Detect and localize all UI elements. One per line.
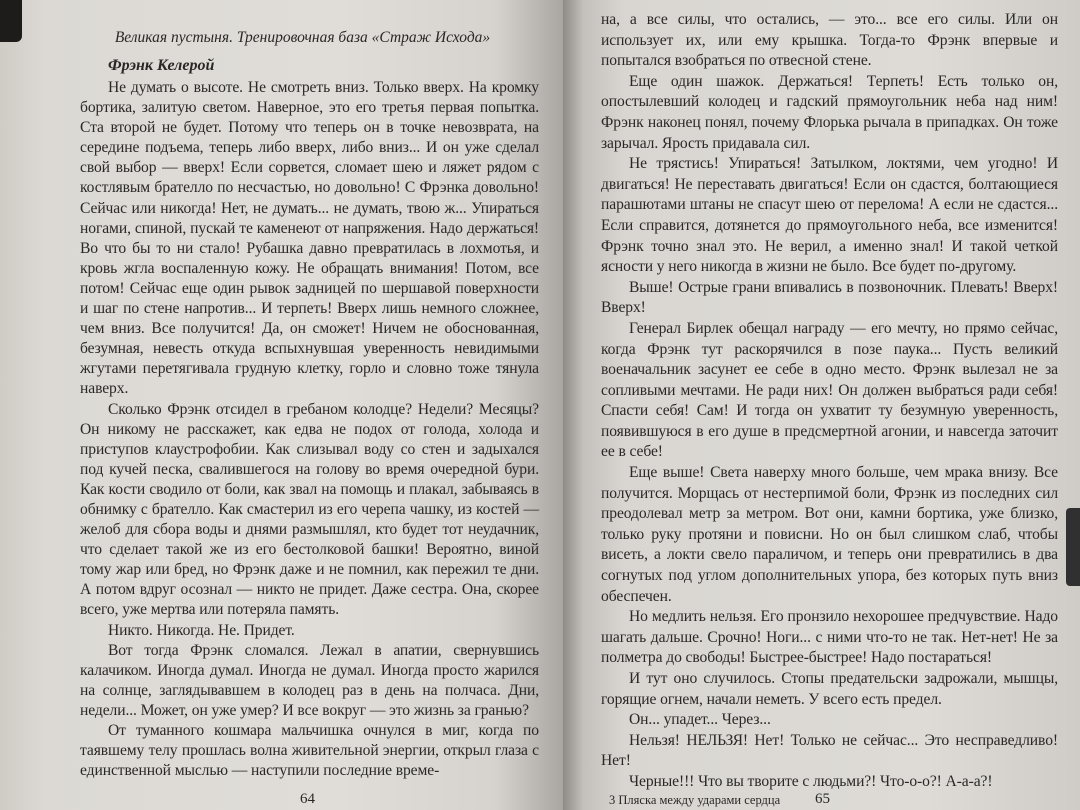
book-edge-shadow bbox=[1066, 508, 1080, 586]
paragraph: Нельзя! НЕЛЬЗЯ! Нет! Только не сейчас... Это несправедливо! Нет! bbox=[601, 731, 1058, 770]
book-tab-edge bbox=[0, 0, 22, 42]
paragraph: Генерал Бирлек обещал награду — его мечту, но прямо сейчас, когда Фрэнк тут раскорячился в позе паука... Пусть великий военачальник засунет ее себе в одно место. Фрэнк вылезал не за сопливыми мечтами. Не ради них! Он должен выбраться ради себя! Спасти себя! Сам! И тогда он ухватит ту безумную уверенность, появившуюся в его душе в предсмертной агонии, и навсегда заточит ее в себе! bbox=[601, 319, 1058, 461]
paragraph: Но медлить нельзя. Его пронзило нехорошее предчувствие. Надо шагать дальше. Срочно! Ноги... с ними что-то не так. Нет-нет! Не за полметра до свободы! Быстрее-быстрее! Надо постараться! bbox=[601, 608, 1058, 667]
paragraph: Еще один шажок. Держаться! Терпеть! Есть только он, опостылевший колодец и гадский прямоугольник неба над ним! Фрэнк наконец понял, почему Флорька рычала в припадках. Он тоже зарычал. Ярость придавала сил. bbox=[601, 72, 1058, 152]
paragraph: Он... упадет... Через... bbox=[629, 711, 771, 729]
running-footer: 3 Пляска между ударами сердца bbox=[609, 793, 781, 807]
paragraph: Не трястись! Упираться! Затылком, локтями, чем угодно! И двигаться! Не переставать двигаться! Если он сдастся, болтающиеся парашютами штаны не спасут шею от перелома! А если не сдастся... Если справится, дотянется до прямоугольного неба, все изменится! Фрэнк точно знал это. Не верил, а именно знал! И такой четкой ясности у него никогда в жизни не было. Все будет по-другому. bbox=[601, 155, 1058, 276]
paragraph: на, а все силы, что остались, — это... все его силы. Или он использует их, или ему крышка. Тогда-то Фрэнк впервые и попытался взобраться по отвесной стене. bbox=[601, 11, 1058, 70]
paragraph: От туманного кошмара мальчишка очнулся в миг, когда по таявшему телу прошлась волна живительной энергии, открыл глаза с единственной мыслью — наступили последние време- bbox=[80, 722, 539, 780]
paragraph: И тут оно случилось. Стопы предательски задрожали, мышцы, горящие огнем, начали неметь. У всего есть предел. bbox=[601, 670, 1058, 708]
paragraph: Черные!!! Что вы творите с людьми?! Что-о-о?! А-а-а?! bbox=[629, 772, 993, 790]
page-number-left: 64 bbox=[300, 791, 315, 807]
paragraph: Не думать о высоте. Не смотреть вниз. Только вверх. На кромку бортика, залитую светом. Наверное, это его третья первая попытка. Ста второй не будет. Потому что теперь он в точке невозврата, на середине подъема, теперь либо вверх, либо вниз... И он уже сделал свой выбор — вверх! Если сорвется, сломает шею и ляжет рядом с костлявым брателло по несчастью, но довольно! С Фрэнка довольно! Сейчас или никогда! Нет, не думать... не думать, твою ж... Упираться ногами, спиной, пускай те каменеют от напряжения. Надо держаться! Во что бы то ни стало! Рубашка давно превратилась в лохмотья, и кровь жгла воспаленную кожу. Не обращать внимания! Потом, все потом! Сейчас еще один рывок задницей по шершавой поверхности и шаг по стене напротив... И терпеть! Вверх лишь немного сложнее, чем вниз. Все получится! Да, он сможет! Ничем не обоснованная, безумная, невесть откуда вспыхнувшая уверенность невидимыми жгутами перетягивала грудную клетку, горло и словно тоже тянула наверх. bbox=[80, 79, 539, 398]
paragraph: Никто. Никогда. Не. Придет. bbox=[108, 621, 295, 639]
section-character-name: Фрэнк Келерой bbox=[108, 57, 215, 74]
paragraph: Еще выше! Света наверху много больше, чем мрака внизу. Все получится. Морщась от нестерпимой боли, Фрэнк из последних сил преодолевал метр за метром. Вот они, камни бортика, уже близко, только руку протяни и повисни. Но он был слишком слаб, чтобы висеть, а локти свело параличом, и теперь они превратились в два согнутых под углом дополнительных упора, без которых путь вниз обеспечен. bbox=[601, 464, 1058, 605]
chapter-location-header: Великая пустыня. Тренировочная база «Страж Исхода» bbox=[114, 29, 491, 46]
paragraph: Сколько Фрэнк отсидел в гребаном колодце? Недели? Месяцы? Он никому не расскажет, как едва не подох от голода, холода и приступов клаустрофобии. Как слизывал воду со стен и задыхался под кучей песка, свалившегося на голову во время очередной бури. Как кости сводило от боли, как звал на помощь и плакал, забываясь в обнимку с брателло. Как смастерил из его черепа чашку, из костей — желоб для сбора воды и днями размышлял, кто будет тот неудачник, что сделает такой же из его бестолковой башки! Вероятно, виной тому жар или бред, но Фрэнк даже и не помнил, как пережил те дни. А потом вдруг осознал — никто не придет. Даже сестра. Она, скорее всего, уже мертва или потеряла память. bbox=[80, 400, 539, 619]
paragraph: Выше! Острые грани впивались в позвоночник. Плевать! Вверх! Вверх! bbox=[601, 278, 1058, 317]
page-number-right: 65 bbox=[815, 791, 830, 807]
right-page bbox=[563, 0, 1080, 810]
paragraph: Вот тогда Фрэнк сломался. Лежал в апатии, свернувшись калачиком. Иногда думал. Иногда не думал. Иногда просто жарился на солнце, заглядывавшем в колодец раз в день на полчаса. Дни, недели... Может, он уже умер? И все вокруг — это жизнь за гранью? bbox=[80, 641, 539, 719]
